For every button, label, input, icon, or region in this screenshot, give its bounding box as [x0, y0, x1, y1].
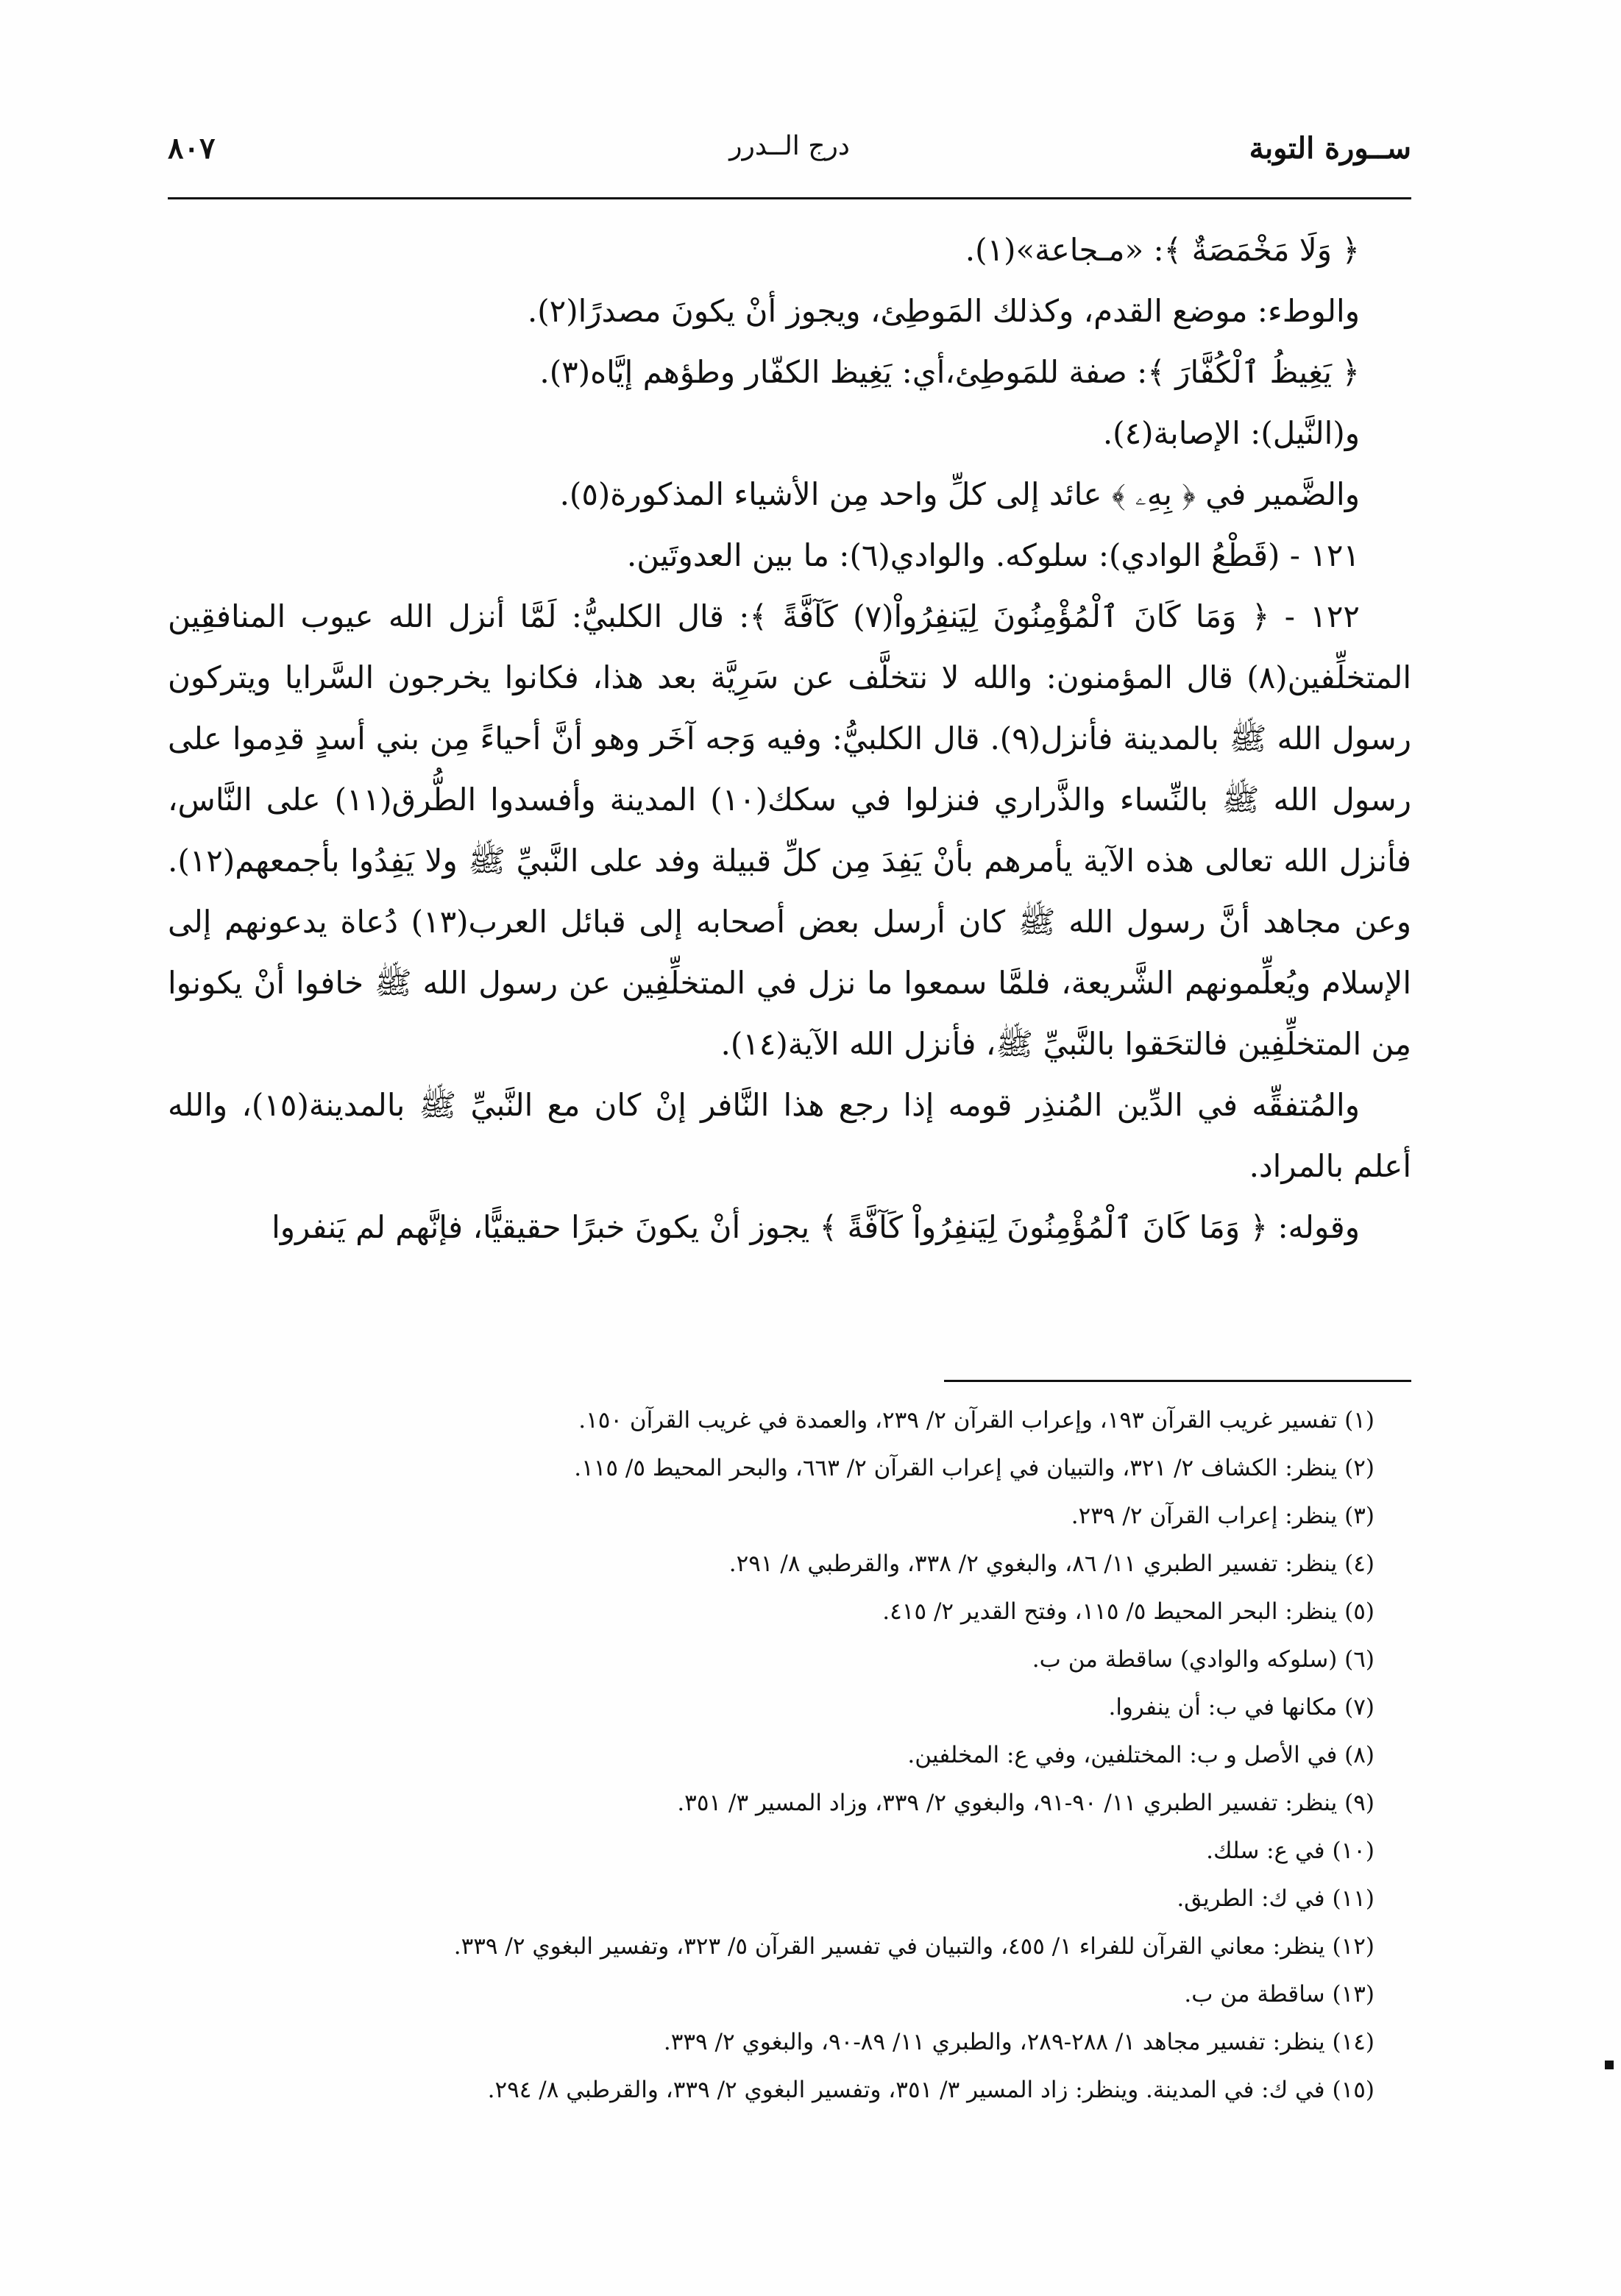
- footnote-item: (١٢) ينظر: معاني القرآن للفراء ١/ ٤٥٥، والتبيان في تفسير القرآن ٥/ ٣٢٣، وتفسير البغوي ٢/ ٣٣٩.: [453, 1933, 1375, 1960]
- main-text: [168, 219, 1411, 1258]
- paragraph-nayl: و(النَّيل): الإصابة(٤).: [1102, 415, 1360, 451]
- paragraph-makhmasa: ﴿ وَلَا مَخْمَصَةٌ ﴾: «مـجاعة»(١).: [965, 232, 1360, 268]
- paragraph-verse-122: ١٢٢ - ﴿ وَمَا كَانَ ٱلْمُؤْمِنُونَ لِيَنفِرُواْ(٧) كَآفَّةً ﴾: قال الكلبيُّ: لَمَّا أنزل الله عيوب المنافقِين المتخلِّفين(٨) قال المؤمنون: والله لا نتخلَّف عن سَرِيَّة بعد هذا، فكانوا يخرجون السَّرايا ويتركون رسول الله ﷺ بالمدينة فأنزل(٩). قال الكلبيُّ: وفيه وَجه آخَر وهو أنَّ أحياءً مِن بني أسدٍ قدِموا على رسول الله ﷺ بالنِّساء والذَّراري فنزلوا في سكك(١٠) المدينة وأفسدوا الطُّرق(١١) على النَّاس، فأنزل الله تعالى هذه الآية يأمرهم بأنْ يَفِدَ مِن كلِّ قبيلة وفد على النَّبيِّ ﷺ ولا يَفِدُوا بأجمعهم(١٢). وعن مجاهد أنَّ رسول الله ﷺ كان أرسل بعض أصحابه إلى قبائل العرب(١٣) دُعاة يدعونهم إلى الإسلام ويُعلِّمونهم الشَّريعة، فلمَّا سمعوا ما نزل في المتخلِّفِين عن رسول الله ﷺ خافوا أنْ يكونوا مِن المتخلِّفِين فالتحَقوا بالنَّبيِّ ﷺ، فأنزل الله الآية(١٤).: [168, 598, 1411, 1062]
- paragraph-yaghiz: ﴿ يَغِيظُ ٱلْكُفَّارَ ﴾: صفة للمَوطِئ،أي: يَغِيظ الكفّار وطؤهم إيَّاه(٣).: [539, 354, 1360, 390]
- paragraph-qawluhu: وقوله: ﴿ وَمَا كَانَ ٱلْمُؤْمِنُونَ لِيَنفِرُواْ كَآفَّةً ﴾ يجوز أنْ يكونَ خبرًا حقيقيًّا، فإنَّهم لم يَنفروا: [272, 1209, 1360, 1245]
- footnote-divider: [944, 1380, 1411, 1382]
- footnote-item: (٦) (سلوكه والوادي) ساقطة من ب.: [1032, 1646, 1375, 1673]
- page-number: ٨٠٧: [168, 131, 216, 166]
- header-divider: [168, 197, 1411, 199]
- footnote-item: (٧) مكانها في ب: أن ينفروا.: [1108, 1694, 1375, 1721]
- footnote-item: (٤) ينظر: تفسير الطبري ١١/ ٨٦، والبغوي ٢/ ٣٣٨، والقرطبي ٨/ ٢٩١.: [728, 1551, 1375, 1577]
- footnote-item: (٣) ينظر: إعراب القرآن ٢/ ٢٣٩.: [1071, 1503, 1375, 1529]
- footnote-item: (٥) ينظر: البحر المحيط ٥/ ١١٥، وفتح القدير ٢/ ٤١٥.: [882, 1598, 1375, 1625]
- footnote-item: (١١) في ك: الطريق.: [1177, 1885, 1375, 1912]
- footnote-item: (١) تفسير غريب القرآن ١٩٣، وإعراب القرآن ٢/ ٢٣٩، والعمدة في غريب القرآن ١٥٠.: [578, 1407, 1375, 1434]
- footnote-item: (١٣) ساقطة من ب.: [1184, 1981, 1375, 2008]
- surah-title: ســورة التوبة: [1249, 131, 1411, 166]
- paragraph-verse-121: ١٢١ - (قَطْعُ الوادي): سلوكه. والوادي(٦): ما بين العدوتَين.: [626, 537, 1360, 573]
- footnotes-list: [168, 1397, 1375, 2114]
- paragraph-damir: والضَّمير في ﴿ بِهِۦ ﴾ عائد إلى كلِّ واحد مِن الأشياء المذكورة(٥).: [559, 476, 1360, 512]
- footnote-item: (٢) ينظر: الكشاف ٢/ ٣٢١، والتبيان في إعراب القرآن ٢/ ٦٦٣، والبحر المحيط ٥/ ١١٥.: [574, 1455, 1375, 1481]
- scan-speck: [1605, 2061, 1614, 2069]
- footnote-item: (١٥) في ك: في المدينة. وينظر: زاد المسير ٣/ ٣٥١، وتفسير البغوي ٢/ ٣٣٩، والقرطبي ٨/ ٢٩٤.: [487, 2077, 1375, 2103]
- paragraph-wat: والوطء: موضع القدم، وكذلك المَوطِئ، ويجوز أنْ يكونَ مصدرًا(٢).: [527, 293, 1360, 329]
- footnote-item: (٨) في الأصل و ب: المختلفين، وفي ع: المخلفين.: [907, 1742, 1375, 1768]
- book-title: درج الــدرر: [729, 131, 850, 161]
- footnote-item: (١٤) ينظر: تفسير مجاهد ١/ ٢٨٨-٢٨٩، والطبري ١١/ ٨٩-٩٠، والبغوي ٢/ ٣٣٩.: [663, 2029, 1375, 2055]
- running-header: [168, 131, 1411, 183]
- paragraph-mutafaqqih: والمُتفقِّه في الدِّين المُنذِر قومه إذا رجع هذا النَّافر إنْ كان مع النَّبيِّ ﷺ بالمدينة(١٥)، والله أعلم بالمراد.: [168, 1087, 1411, 1184]
- footnote-item: (٩) ينظر: تفسير الطبري ١١/ ٩٠-٩١، والبغوي ٢/ ٣٣٩، وزاد المسير ٣/ ٣٥١.: [677, 1790, 1375, 1816]
- footnote-item: (١٠) في ع: سلك.: [1206, 1838, 1375, 1864]
